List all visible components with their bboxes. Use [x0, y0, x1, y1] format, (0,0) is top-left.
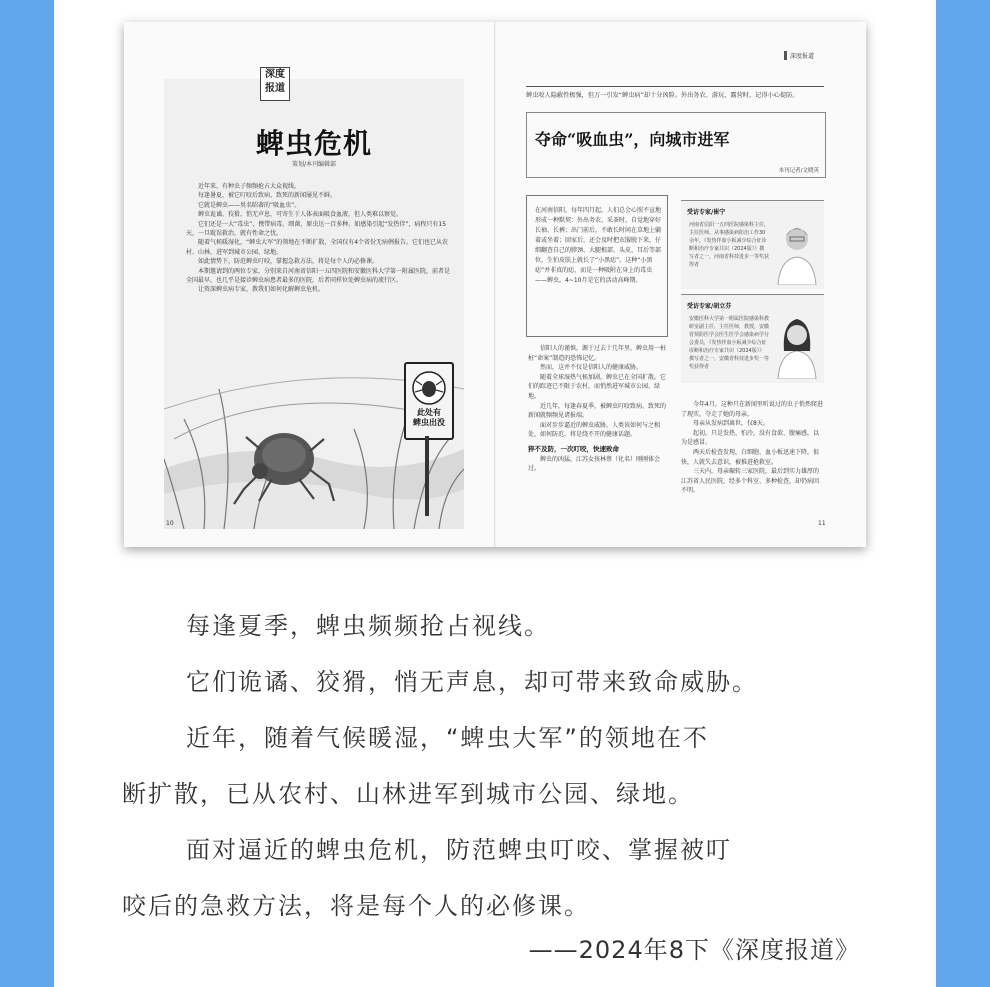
- col1-paragraph: 蜱虫的凶猛，江苏女孩林蔡（化名）刚刚体会过。: [528, 455, 661, 473]
- citation: ——2024年8下《深度报道》: [528, 936, 860, 964]
- sign-line-1: 此处有: [417, 408, 441, 417]
- body-line-4: 断扩散，已从农村、山林进军到城市公园、绿地。: [122, 780, 694, 808]
- lp-paragraph: 本期邀请到的两位专家，分别来自河南省信阳一五四医院和安徽医科大学第一附属医院，前者是全国最早，也几乎是接诊蜱虫病患者最多的医院，后者同样位处蜱虫病的流行区。: [186, 267, 451, 285]
- col1-paragraph: 然而，这并不仅是信阳人的健康威胁。: [540, 364, 643, 372]
- article-title: 夺命“吸血虫”，向城市进军: [535, 130, 730, 149]
- body-line-5: 面对逼近的蜱虫危机，防范蜱虫叮咬、掌握被叮: [186, 836, 732, 864]
- body-line-1: 每逢夏季，蜱虫频频抢占视线。: [186, 612, 550, 640]
- byline: 策划/本刊编辑部: [291, 161, 337, 168]
- lp-paragraph: 如此情势下，防范蜱虫叮咬，掌握急救方法，将是每个人的必修课。: [198, 258, 379, 266]
- tick-sign-icon: [406, 366, 452, 410]
- section-badge: [260, 67, 290, 101]
- right-page-number: 11: [818, 520, 826, 527]
- magazine-spread-image: [124, 22, 866, 547]
- badge-line-2: 报道: [265, 83, 285, 94]
- body-line-6: 咬后的急救方法，将是每个人的必修课。: [122, 892, 590, 920]
- lp-paragraph: 它们还是一大“毒虫”，携带病毒、细菌、原虫达一百多种。如感染引起“发热伴”，病程只有15天，一旦耽误救治，就有性命之忧。: [186, 220, 447, 238]
- lp-paragraph: 它就是蜱虫——臭名昭著的“吸血虫”。: [198, 201, 301, 209]
- warning-sign: [404, 362, 454, 440]
- lp-paragraph: 近年来，有种虫子频频抢占大众视线。: [198, 183, 301, 190]
- spread-fold: [494, 22, 496, 547]
- lp-paragraph: 每逢暑夏，被它叮咬后致病、致死的新闻屡见不鲜。: [198, 192, 337, 200]
- expert1-desc: 河南省信阳一五四医院感染科主任，主任医师。从事感染病防治工作30余年，《发热伴血小板减少综合征诊断和治疗专家共识（2024版）》撰写者之一，河南省科技进步一等奖获得者: [689, 222, 770, 268]
- col2-paragraph: 母亲从发病到离世，仅8天。: [693, 420, 769, 428]
- body-line-3: 近年，随着气候暖湿，“蜱虫大军”的领地在不: [186, 724, 709, 752]
- expert1-label: 受访专家/崔宁: [687, 209, 726, 216]
- badge-line-1: 深度: [265, 69, 285, 80]
- reporter: 本刊记者/文晓英: [778, 168, 819, 174]
- right-column-2: [681, 400, 824, 496]
- col2-paragraph: 两天后检查发现，白细胞、血小板迅速下降，很快，人就失去意识，被推进抢救室。: [681, 448, 820, 466]
- body-line-2: 它们诡谲、狡猾，悄无声息，却可带来致命威胁。: [186, 668, 758, 696]
- col1-heading: 猝不及防，一次叮咬，快速致命: [528, 444, 619, 453]
- lp-paragraph: 让资深蜱虫病专家，教我们如何化解蜱虫危机。: [198, 286, 325, 294]
- col2-paragraph: 今年4月，这种只在新闻里听说过的虫子悄然爬进了现实，夺走了她的母亲。: [681, 401, 823, 418]
- intro-text: 在河南信阳，每年四月起，人们总会心照不宣地形成一种默契：外出务农、采茶时，自觉地穿好长袖、长裤；出门前后，不敢长时间在草地上躺着或坐着；回家后，还会及时把衣服脱下来，仔细翻查自己的脖颈、大腿根部、头皮、耳后等部位，生怕皮肤上就长了“小黑痣”。这种“小黑痣”并非真的痣，而是一种吸附在身上的毒虫——蜱虫。4~10月是它的活动高峰期。: [535, 207, 662, 284]
- expert2-label: 受访专家/胡立芬: [687, 303, 732, 310]
- col1-paragraph: 信阳人的谨慎，源于过去十几年里，蜱虫用一桩桩“命案”制造的恐怖记忆。: [528, 345, 667, 362]
- article-main-title: 蜱虫危机: [255, 127, 372, 160]
- left-page-text: [186, 182, 450, 295]
- sign-text: [406, 408, 452, 428]
- col2-paragraph: 三天内，母亲辗转三家医院，最后到实力雄厚的江苏省人民医院，经多个科室、多种检查，却仍病因不明。: [681, 468, 820, 495]
- lp-paragraph: 蜱虫诡谲、狡猾，悄无声息，可寄生于人体表面吸食血液，但人类难以察觉。: [198, 211, 403, 219]
- lp-paragraph: 随着气候暖湿化，“蜱虫大军”的领地在不断扩散，全国仅有4个省份无病例报告。它们也已从农村、山林，进军到城市公园、绿地。: [186, 239, 449, 256]
- col1-paragraph: 随着全球湿热气候加剧，蜱虫已在全国扩散。它们的踪迹已不限于农村，而悄然进军城市公园、绿地。: [528, 373, 667, 400]
- expert1-photo: [774, 209, 820, 285]
- right-column-1: [528, 344, 668, 474]
- sign-line-2: 蜱虫出没: [413, 418, 445, 427]
- col1-paragraph: 近几年，每逢春夏季，被蜱虫叮咬致病、致死的新闻就频频见诸报端。: [528, 402, 667, 420]
- col2-paragraph: 起初，只是发热、怕冷，没有食欲、腹痛感，以为是感冒。: [681, 429, 820, 447]
- article-lead: 蜱虫咬人隐蔽性极强，但万一引发“蜱虫病”却十分凶险。外出务农、游玩、露营时，记得小心提防。: [526, 86, 824, 101]
- expert-card-1: [681, 200, 824, 289]
- expert2-photo: [774, 303, 820, 379]
- article-title-box: [526, 112, 826, 178]
- left-page-number: 10: [166, 520, 174, 527]
- section-tag: 深度报道: [784, 51, 814, 60]
- sign-post: [425, 436, 429, 516]
- intro-box: [526, 195, 668, 337]
- col1-paragraph: 面对步步逼近的蜱虫威胁，人类该如何与之相处，如何防范，将是绕不开的健康话题。: [528, 421, 661, 439]
- expert2-desc: 安徽医科大学第一附属医院感染科教研室副主任，主任医师，教授，安徽省预防医学会医生医学会感染病学分会委员，《发热伴血小板减少综合征诊断和治疗专家共识（2024版）》撰写者之一，安徽省科技进步奖一等奖获得者: [689, 316, 770, 370]
- expert-card-2: [681, 294, 824, 383]
